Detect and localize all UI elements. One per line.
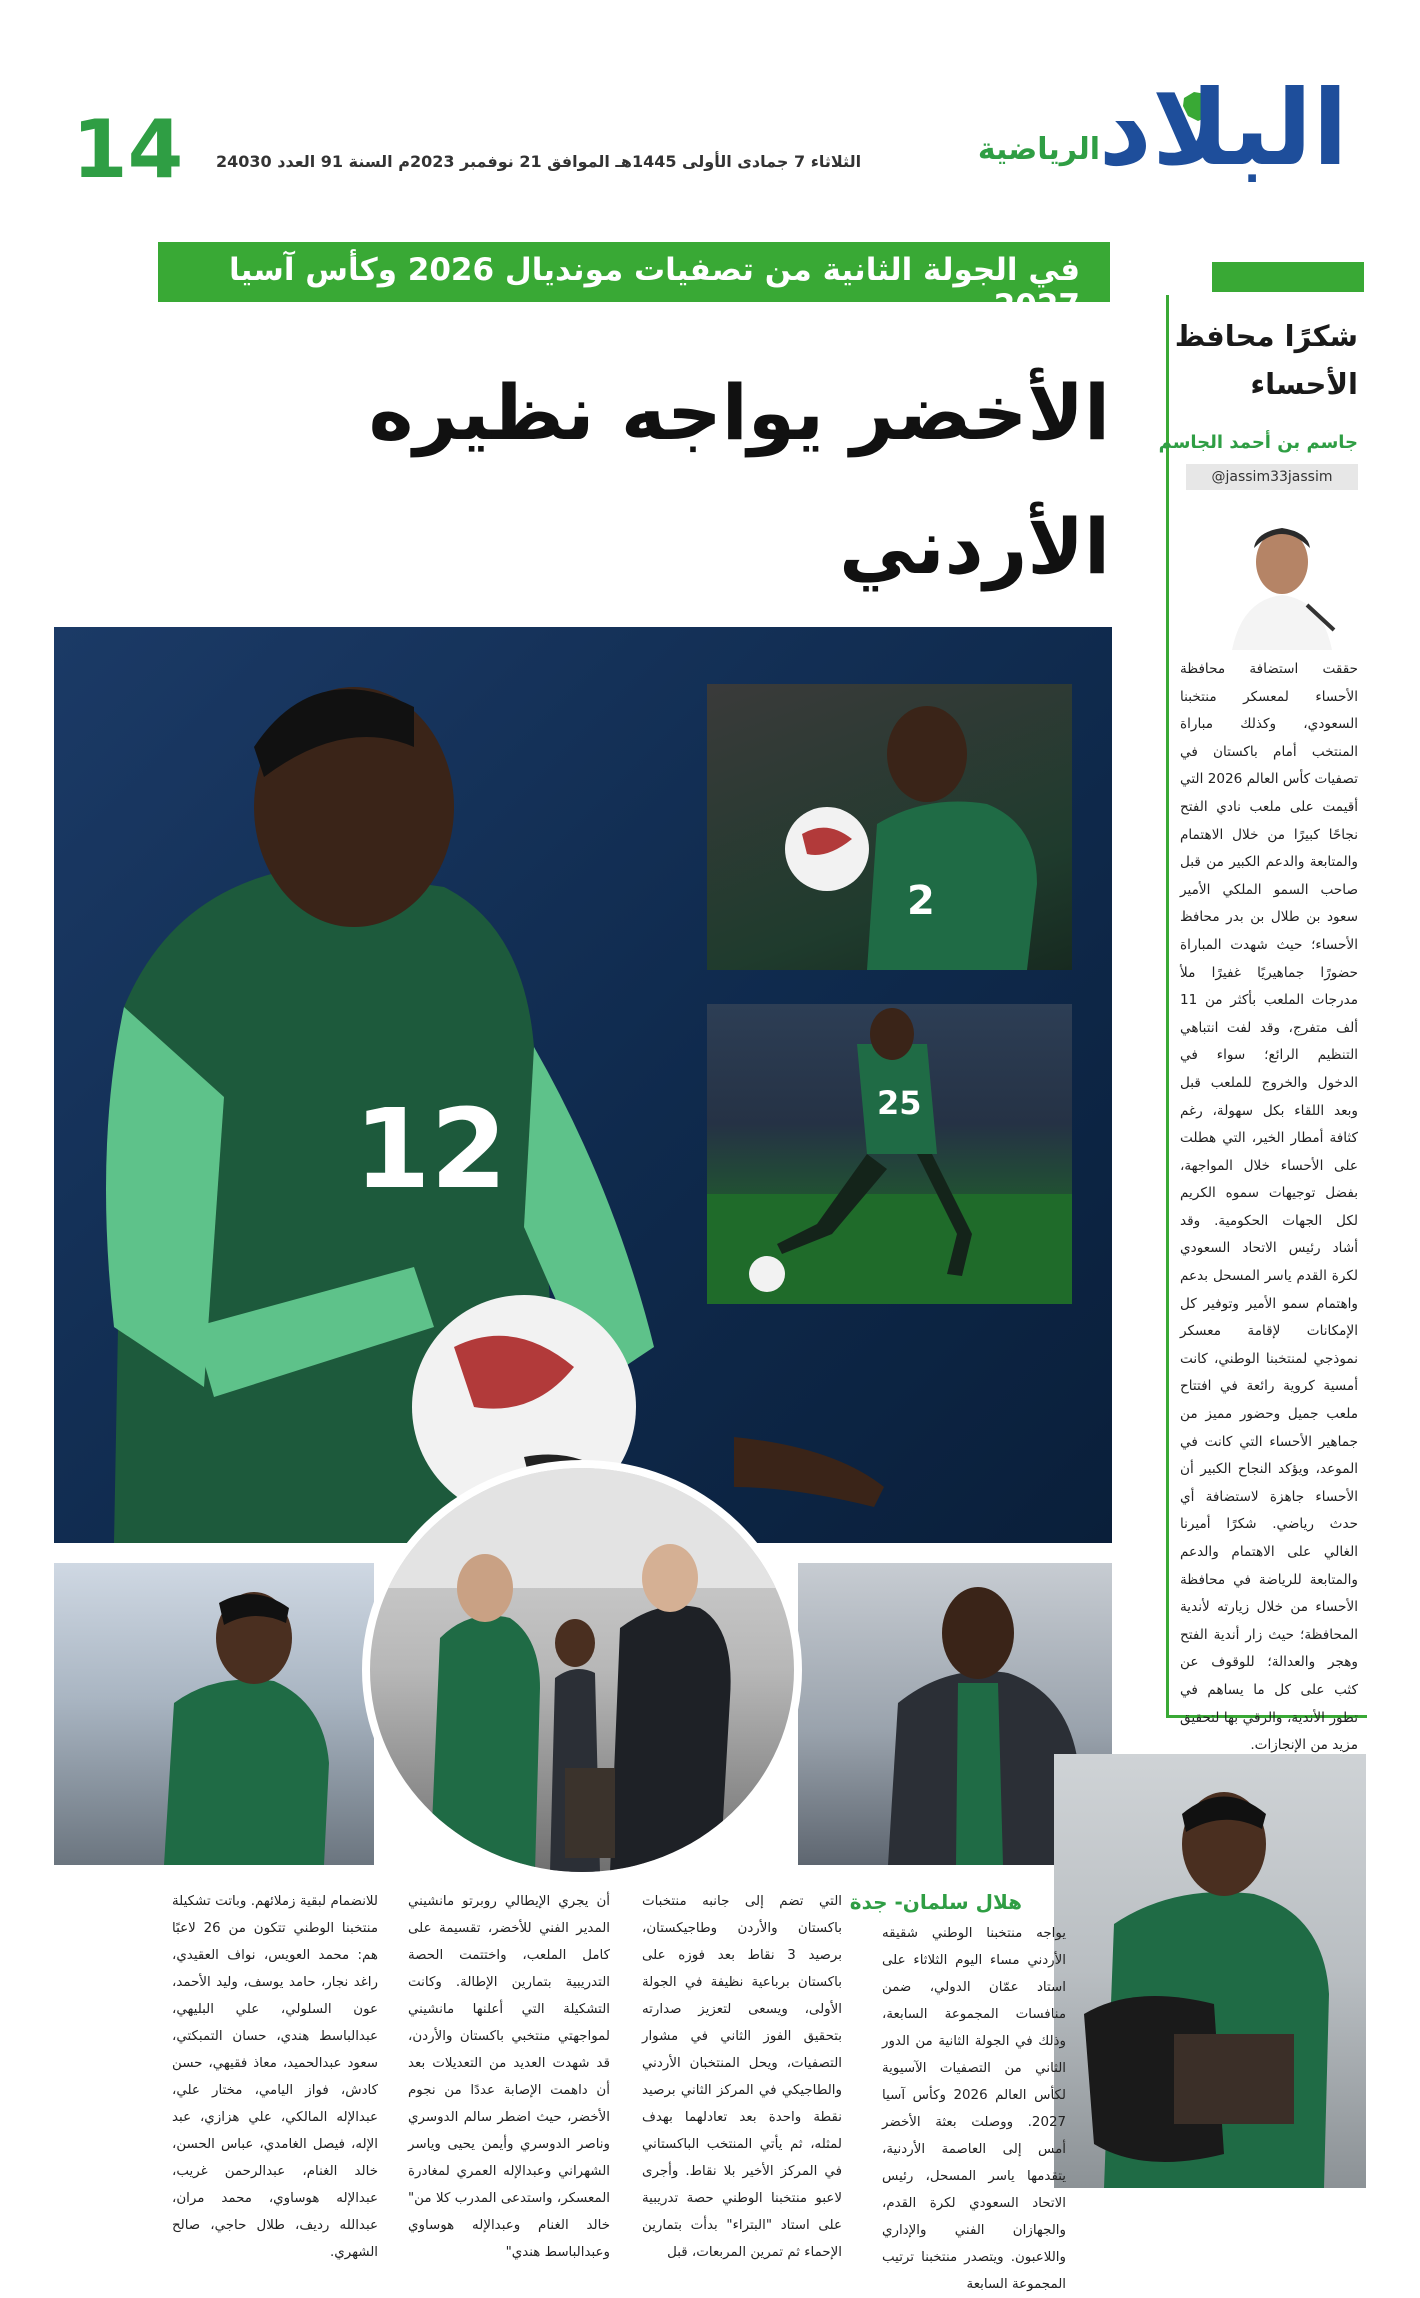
article-column-1-text: يواجه منتخبنا الوطني شقيقه الأردني مساء اليوم الثلاثاء على استاد عمّان الدولي، ضمن منافسات المجموعة السابعة، وذلك في الجولة الثانية من الدور الثاني من التصفيات الآسيوية لكأس العالم 2026 وكأس آسيا 2027. ووصلت بعثة الأخضر أمس إلى العاصمة الأردنية، يتقدمها ياسر المسحل، رئيس الاتحاد السعودي لكرة القدم، والجهازان الفني والإداري واللاعبون. ويتصدر منتخبنا ترتيب المجموعة السابعة (882, 1926, 1067, 2292)
svg-text:12: 12 (354, 1085, 508, 1213)
section-title: الرياضية (977, 132, 1100, 167)
circle-photo (362, 1460, 802, 1880)
team-arrival-illustration (370, 1468, 794, 1872)
article-byline: هلال سلمان- جدة (849, 1890, 1022, 1914)
kicker-strap (158, 242, 1110, 324)
article-column-3-text: أن يجري الإيطالي روبرتو مانشيني المدير الفني للأخضر، تقسيمة على كامل الملعب، واختتمت الحصة التدريبية بتمارين الإطالة. وكانت التشكيلة التي أعلنها مانشيني لمواجهتي منتخبي باكستان والأردن، قد شهدت العديد من التعديلات بعد أن داهمت الإصابة عددًا من نجوم الأخضر، حيث اضطر سالم الدوسري وناصر الدوسري وأيمن يحيى وياسر الشهراني وعبدالإله العمري لمغادرة المعسكر، واستدعى المدرب كلا من" خالد الغنام وعبدالإله هوساوي وعبدالباسط هندي" (408, 1894, 610, 2260)
article-column-3 (408, 1888, 610, 2266)
article-column-1 (882, 1920, 1066, 2298)
corner-photo (1054, 1754, 1366, 2188)
column-top-bar (1212, 262, 1364, 292)
bottom-left-photo (54, 1563, 374, 1865)
svg-text:25: 25 (877, 1084, 922, 1122)
article-column-2 (642, 1888, 842, 2266)
article-column-2-text: التي تضم إلى جانبه منتخبات باكستان والأردن وطاجيكستان، برصيد 3 نقاط بعد فوزه على باكستان برباعية نظيفة في الجولة الأولى، ويسعى لتعزيز صدارته بتحقيق الفوز الثاني في مشوار التصفيات، ويحل المنتخبان الأردني والطاجيكي في المركز الثاني برصيد نقطة واحدة بعد تعادلهما بهدف لمثله، ثم يأتي المنتخب الباكستاني في المركز الأخير بلا نقاط. وأجرى لاعبو منتخبنا الوطني حصة تدريبية على استاد "البتراء" بدأت بتمارين الإحماء ثم تمرين المربعات، قبل (642, 1894, 843, 2260)
article-column-4 (172, 1888, 378, 2266)
kicker-text: في الجولة الثانية من تصفيات مونديال 2026 وكأس آسيا 2027.. (229, 252, 1080, 324)
svg-text:2: 2 (907, 878, 935, 924)
dateline: الثلاثاء 7 جمادى الأولى 1445هـ الموافق 21 نوفمبر 2023م السنة 91 العدد 24030 (216, 152, 862, 171)
player-walking-illustration (54, 1563, 374, 1865)
column-author: جاسم بن أحمد الجاسم (1158, 432, 1358, 453)
column-title: شكرًا محافظ الأحساء (1174, 319, 1358, 401)
inset-photo-top (707, 684, 1072, 970)
article-column-4-text: للانضمام لبقية زملائهم. وباتت تشكيلة منتخبنا الوطني تتكون من 26 لاعبًا هم: محمد العويس، نواف العقيدي، راغد نجار، حامد يوسف، وليد الأحمد، عون السلولي، علي البليهي، عبدالباسط هندي، حسان التمبكتي، سعود عبدالحميد، معاذ فقيهي، حسن كادش، فواز اليامي، مختار علي، عبدالإله المالكي، علي هزازي، عبد الإله، فيصل الغامدي، عباس الحسن، خالد الغنام، عبدالرحمن غريب، عبدالإله هوساوي، محمد مران، عبدالله رديف، طلال حاجي، صالح الشهري. (172, 1894, 378, 2260)
page-number: 14 (72, 103, 184, 196)
inset-photo-bottom (707, 1004, 1072, 1304)
player-bag-illustration (1054, 1754, 1366, 2188)
logo-text: البلاد (1098, 67, 1348, 189)
portrait-illustration (1222, 510, 1342, 650)
column-body: حققت استضافة محافظة الأحساء لمعسكر منتخبنا السعودي، وكذلك مباراة المنتخب أمام باكستان في تصفيات كأس العالم 2026 التي أقيمت على ملعب نادي الفتح نجاحًا كبيرًا من خلال الاهتمام والمتابعة والدعم الكبير من قبل صاحب السمو الملكي الأمير سعود بن طلال بن بدر محافظ الأحساء؛ حيث شهدت المباراة حضورًا جماهيريًا غفيرًا ملأ مدرجات الملعب بأكثر من 11 ألف متفرج، وقد لفت انتباهي التنظيم الرائع؛ سواء في الدخول والخروج للملعب قبل وبعد اللقاء بكل سهولة، رغم كثافة أمطار الخير، التي هطلت على الأحساء خلال المواجهة، بفضل توجيهات سموه الكريم لكل الجهات الحكومية. وقد أشاد رئيس الاتحاد السعودي لكرة القدم ياسر المسحل بدعم واهتمام سمو الأمير وتوفير كل الإمكانات لإقامة معسكر نموذجي لمنتخبنا الوطني، كانت أمسية كروية رائعة في افتتاح ملعب جميل وحضور مميز من جماهير الأحساء التي كانت في الموعد، ويؤكد النجاح الكبير أن الأحساء جاهزة لاستضافة أي حدث رياضي. شكرًا أميرنا الغالي على الاهتمام والدعم والمتابعة للرياضة في محافظة الأحساء من خلال زيارته لأندية المحافظة؛ حيث زار أندية الفتح وهجر والعدالة؛ للوقوف عن كثب على كل ما يساهم في تطور الأندية، والرقي بها لتحقيق مزيد من الإنجازات. (1180, 661, 1358, 1754)
player-2-illustration (707, 684, 1072, 970)
columnist-portrait (1222, 510, 1342, 650)
player-25-illustration (707, 1004, 1072, 1304)
column-handle: @jassim33jassim (1186, 464, 1358, 490)
newspaper-logo (1098, 67, 1348, 198)
headline-line-1: الأخضر يواجه نظيره الأردني (368, 368, 1110, 591)
